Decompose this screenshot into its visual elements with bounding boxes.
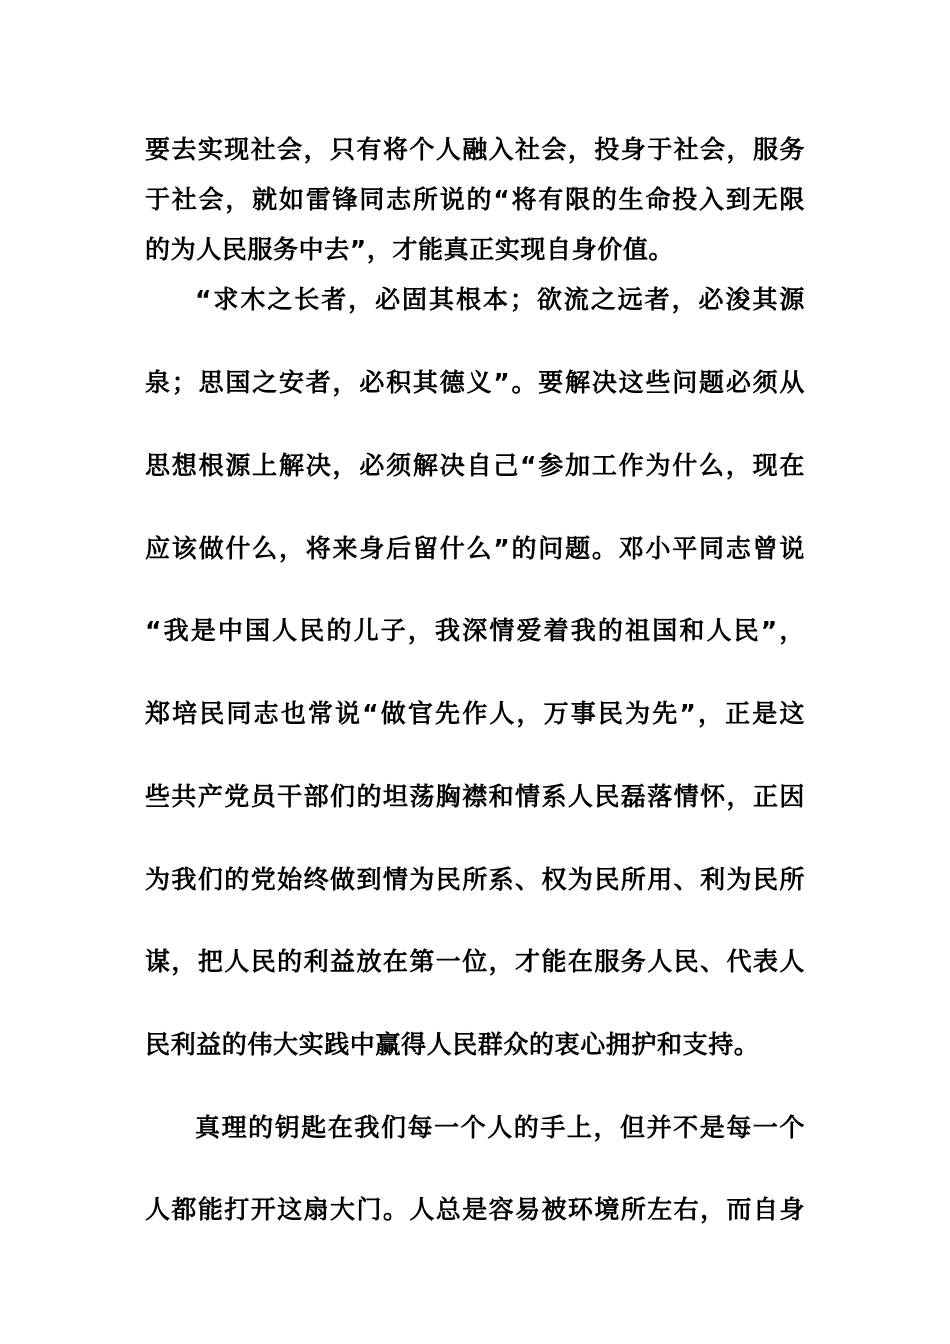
text-line: 些共产党员干部们的坦荡胸襟和情系人民磊落情怀，正因	[145, 782, 805, 811]
text-line: 真理的钥匙在我们每一个人的手上，但并不是每一个	[195, 1113, 805, 1142]
text-line: 要去实现社会，只有将个人融入社会，投身于社会，服务	[145, 135, 805, 164]
text-line: 为我们的党始终做到情为民所系、权为民所用、利为民所	[145, 865, 805, 894]
text-line: 泉；思国之安者，必积其德义”。要解决这些问题必须从	[145, 368, 805, 397]
text-line: 民利益的伟大实践中赢得人民群众的衷心拥护和支持。	[145, 1030, 760, 1059]
text-line: 思想根源上解决，必须解决自己“参加工作为什么，现在	[145, 451, 805, 480]
text-line: “我是中国人民的儿子，我深情爱着我的祖国和人民”，	[145, 616, 805, 645]
text-line: 的为人民服务中去”，才能真正实现自身价值。	[145, 235, 675, 264]
text-line: 郑培民同志也常说“做官先作人，万事民为先”，正是这	[145, 699, 805, 728]
text-line: 应该做什么，将来身后留什么”的问题。邓小平同志曾说	[145, 534, 805, 563]
text-line: 于社会，就如雷锋同志所说的“将有限的生命投入到无限	[145, 185, 805, 214]
text-line: “求木之长者，必固其根本；欲流之远者，必浚其源	[195, 285, 805, 314]
text-line: 谋，把人民的利益放在第一位，才能在服务人民、代表人	[145, 947, 805, 976]
text-line: 人都能打开这扇大门。人总是容易被环境所左右，而自身	[145, 1195, 805, 1224]
